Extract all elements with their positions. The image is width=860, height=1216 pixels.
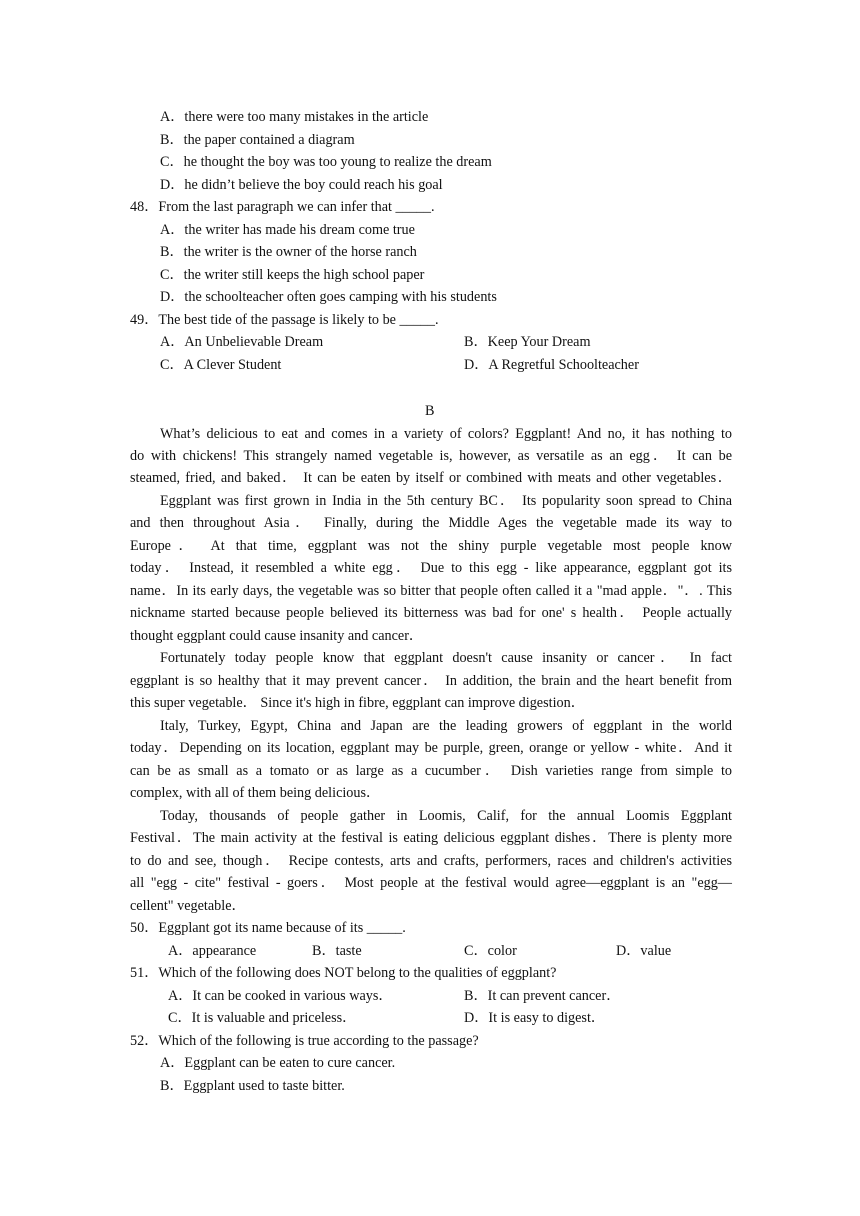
q49-option-a: A．An Unbelievable Dream bbox=[160, 334, 324, 350]
q51-option-d: D．It is easy to digest． bbox=[464, 1010, 606, 1026]
passage-line: Fortunately today people know that eggplant doesn't cause insanity or cancer． In fact bbox=[160, 650, 732, 666]
passage-line: Festival．The main activity at the festival is eating delicious eggplant dishes．There is plenty more bbox=[130, 830, 732, 846]
q50-option-b: B．taste bbox=[312, 943, 362, 959]
q49-option-c: C．A Clever Student bbox=[160, 357, 282, 373]
passage-line: today． Instead, it resembled a white egg． Due to this egg - like appearance, eggplant got its bbox=[130, 560, 732, 576]
q52-option-b: B．Eggplant used to taste bitter. bbox=[160, 1078, 345, 1094]
passage-line: nickname started because people believed its bitterness was bad for one' s health． People actually bbox=[130, 605, 732, 621]
q48-option-d: D．the schoolteacher often goes camping with his students bbox=[160, 289, 497, 305]
q48-option-a: A．the writer has made his dream come true bbox=[160, 222, 415, 238]
passage-line: today．Depending on its location, eggplant may be purple, green, orange or yellow - white．And it bbox=[130, 740, 732, 756]
q51-option-a: A．It can be cooked in various ways． bbox=[168, 988, 393, 1004]
passage-line: can be as small as a tomato or as large as a cucumber． Dish varieties range from simple to bbox=[130, 763, 732, 779]
passage-line: and then throughout Asia． Finally, during the Middle Ages the vegetable made its way to bbox=[130, 515, 732, 531]
section-heading: B bbox=[425, 403, 435, 419]
passage-line: all "egg - cite" festival - goers． Most people at the festival would agree—eggplant is an "egg— bbox=[130, 875, 732, 891]
passage-line: to do and see, though． Recipe contests, arts and crafts, performers, races and children's activities bbox=[130, 853, 732, 869]
q52-stem: 52．Which of the following is true according to the passage? bbox=[130, 1033, 479, 1049]
q49-option-d: D．A Regretful Schoolteacher bbox=[464, 357, 639, 373]
q51-option-b: B．It can prevent cancer． bbox=[464, 988, 621, 1004]
passage-line: complex, with all of them being delicious． bbox=[130, 785, 381, 801]
passage-line: What’s delicious to eat and comes in a variety of colors? Eggplant! And no, it has nothing to bbox=[160, 426, 732, 442]
q47-option-d: D．he didn’t believe the boy could reach his goal bbox=[160, 177, 443, 193]
q47-option-b: B．the paper contained a diagram bbox=[160, 132, 355, 148]
passage-line: Eggplant was first grown in India in the 5th century BC． Its popularity soon spread to China bbox=[160, 493, 732, 509]
q48-option-b: B．the writer is the owner of the horse ranch bbox=[160, 244, 417, 260]
q52-option-a: A．Eggplant can be eaten to cure cancer. bbox=[160, 1055, 396, 1071]
q50-stem: 50．Eggplant got its name because of its _____. bbox=[130, 920, 406, 936]
passage-line: Europe． At that time, eggplant was not the shiny purple vegetable most people know bbox=[130, 538, 732, 554]
q49-stem: 49．The best tide of the passage is likely to be _____. bbox=[130, 312, 439, 328]
passage-line: cellent" vegetable． bbox=[130, 898, 246, 914]
q50-option-c: C．color bbox=[464, 943, 517, 959]
passage-line: steamed, fried, and baked． It can be eaten by itself or combined with meats and other vegetables． bbox=[130, 470, 732, 486]
passage-line: do with chickens! This strangely named vegetable is, however, as versatile as an egg． It can be bbox=[130, 448, 732, 464]
passage-line: this super vegetable． Since it's high in fibre, eggplant can improve digestion． bbox=[130, 695, 585, 711]
passage-line: Italy, Turkey, Egypt, China and Japan are the leading growers of eggplant in the world bbox=[160, 718, 732, 734]
q50-option-a: A．appearance bbox=[168, 943, 257, 959]
q51-stem: 51．Which of the following does NOT belong to the qualities of eggplant? bbox=[130, 965, 557, 981]
passage-line: thought eggplant could cause insanity and cancer． bbox=[130, 628, 424, 644]
q51-option-c: C．It is valuable and priceless． bbox=[168, 1010, 357, 1026]
q48-option-c: C．the writer still keeps the high school paper bbox=[160, 267, 425, 283]
q50-option-d: D．value bbox=[616, 943, 672, 959]
q47-option-c: C．he thought the boy was too young to realize the dream bbox=[160, 154, 492, 170]
passage-line: Today, thousands of people gather in Loomis, Calif, for the annual Loomis Eggplant bbox=[160, 808, 732, 824]
q48-stem: 48．From the last paragraph we can infer that _____. bbox=[130, 199, 435, 215]
q47-option-a: A．there were too many mistakes in the article bbox=[160, 109, 429, 125]
passage-line: name．In its early days, the vegetable was so bitter that people often called it a "mad apple．"．. This bbox=[130, 583, 732, 599]
q49-option-b: B．Keep Your Dream bbox=[464, 334, 591, 350]
passage-line: eggplant is so healthy that it may prevent cancer． In addition, the brain and the heart benefit from bbox=[130, 673, 732, 689]
